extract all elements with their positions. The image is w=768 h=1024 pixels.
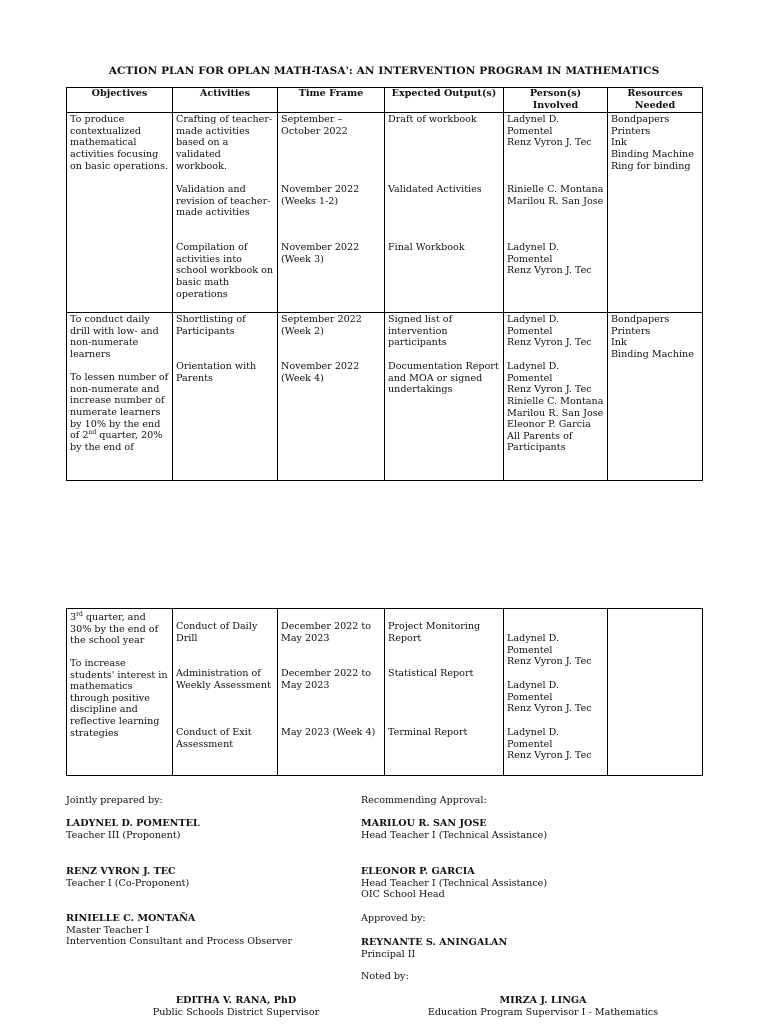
person-name: Rinielle C. Montana <box>507 184 604 196</box>
signatory-title: Education Program Supervisor I - Mathematics <box>427 1006 659 1018</box>
signatory-pomentel <box>66 818 200 841</box>
objective-text: To conduct daily drill with low- and non-numerate learners <box>70 314 159 360</box>
header-persons-involved: Person(s) Involved <box>504 88 608 113</box>
person-name: Renz Vyron J. Tec <box>507 137 592 149</box>
person-name: Eleonor P. Garcia <box>507 419 591 431</box>
person-name: Ladynel D. Pomentel <box>507 633 560 656</box>
person-name: Renz Vyron J. Tec <box>507 265 592 277</box>
header-expected-outputs: Expected Output(s) <box>385 88 504 113</box>
signatory-name: EDITHA V. RANA, PhD <box>175 995 297 1006</box>
table-header-row <box>67 88 703 113</box>
output-text: Project Monitoring Report <box>388 621 481 644</box>
activity-text: Validation and revision of teacher-made activities <box>176 184 271 219</box>
table-row <box>67 609 703 776</box>
header-time-frame: Time Frame <box>278 88 385 113</box>
header-objectives: Objectives <box>67 88 173 113</box>
resource-item: Ink <box>611 337 627 349</box>
persons-cell <box>504 609 608 776</box>
resource-item: Binding Machine <box>611 348 694 360</box>
signatory-name: MARILOU R. SAN JOSE <box>361 818 487 829</box>
time-frame-text: September 2022 (Week 2) <box>281 314 362 337</box>
signatory-name: LADYNEL D. POMENTEL <box>66 818 200 829</box>
time-frame-text: May 2023 (Week 4) <box>281 727 376 738</box>
output-text: Documentation Report and MOA or signed undertakings <box>388 361 499 396</box>
action-plan-table <box>66 87 703 481</box>
table-row <box>67 113 703 313</box>
person-name: Ladynel D. Pomentel <box>507 727 560 750</box>
signatory-garcia <box>361 866 547 901</box>
signatory-title: Head Teacher I (Technical Assistance) <box>361 877 548 889</box>
objective-text-part: quarter, 20% by the end of <box>70 430 163 453</box>
resource-item: Printers <box>611 325 651 337</box>
person-name: Renz Vyron J. Tec <box>507 337 592 349</box>
time-frame-text: November 2022 (Week 4) <box>281 361 360 384</box>
time-frame-text: November 2022 (Weeks 1-2) <box>281 184 360 207</box>
signatory-name: ELEONOR P. GARCIA <box>361 866 475 877</box>
signatory-title: Head Teacher I (Technical Assistance) <box>361 829 548 841</box>
objective-text-part: 3 <box>70 612 77 623</box>
person-name: Ladynel D. Pomentel <box>507 314 560 337</box>
activity-text: Conduct of Exit Assessment <box>176 727 252 750</box>
objective-cell <box>67 313 173 481</box>
resource-item: Bondpapers <box>611 314 670 326</box>
activity-text: Administration of Weekly Assessment <box>176 668 271 691</box>
outputs-cell <box>385 113 504 313</box>
resources-cell <box>608 609 703 776</box>
resources-cell <box>608 113 703 313</box>
time-frame-cell <box>278 113 385 313</box>
objective-text <box>70 372 169 453</box>
time-frame-text: September – October 2022 <box>281 114 348 137</box>
resource-item: Binding Machine <box>611 148 694 160</box>
person-name: Renz Vyron J. Tec <box>507 750 592 762</box>
ordinal-superscript: nd <box>88 428 97 436</box>
time-frame-text: November 2022 (Week 3) <box>281 242 360 265</box>
person-name: Marilou R. San Jose <box>507 195 604 207</box>
objective-cell <box>67 113 173 313</box>
ordinal-superscript: rd <box>76 610 83 618</box>
person-name: Renz Vyron J. Tec <box>507 656 592 668</box>
objective-text <box>70 612 169 658</box>
signatory-name: MIRZA J. LINGA <box>499 995 587 1006</box>
person-name: Ladynel D. Pomentel <box>507 361 560 384</box>
signatory-title: Intervention Consultant and Process Observer <box>66 936 293 948</box>
output-text: Terminal Report <box>388 727 468 738</box>
person-name: Ladynel D. Pomentel <box>507 114 560 137</box>
header-resources-needed: Resources Needed <box>608 88 703 113</box>
resource-item: Ink <box>611 137 627 149</box>
output-text: Signed list of intervention participants <box>388 314 453 349</box>
activity-text: Orientation with Parents <box>176 361 257 384</box>
outputs-cell <box>385 609 504 776</box>
activity-text: Compilation of activities into school workbook on basic math operations <box>176 242 274 300</box>
activity-text: Conduct of Daily Drill <box>176 621 258 644</box>
noted-by-label: Noted by: <box>361 971 409 982</box>
action-plan-table-continued <box>66 608 703 776</box>
output-text: Validated Activities <box>388 184 482 196</box>
signatory-montana <box>66 913 292 948</box>
signatory-linga <box>393 995 693 1018</box>
time-frame-cell <box>278 609 385 776</box>
resource-item: Ring for binding <box>611 160 691 172</box>
signatory-title: Teacher III (Proponent) <box>66 829 181 841</box>
person-name: Renz Vyron J. Tec <box>507 384 592 396</box>
objective-text: To increase students' interest in mathematics through positive discipline and reflective learning strategies <box>70 658 168 739</box>
person-name: Rinielle C. Montana <box>507 395 604 407</box>
objective-cell <box>67 609 173 776</box>
resource-item: Bondpapers <box>611 114 670 126</box>
activity-text: Crafting of teacher-made activities based on a validated workbook. <box>176 114 273 172</box>
objective-text-part: quarter, and 30% by the end of the school year <box>70 612 159 647</box>
output-text: Statistical Report <box>388 668 474 679</box>
resources-cell <box>608 313 703 481</box>
objective-text: To produce contextualized mathematical activities focusing on basic operations. <box>70 114 169 172</box>
time-frame-text: December 2022 to May 2023 <box>281 621 372 644</box>
document-title: ACTION PLAN FOR OPLAN MATH-TASA': AN INTERVENTION PROGRAM IN MATHEMATICS <box>108 65 660 77</box>
header-activities: Activities <box>173 88 278 113</box>
persons-cell <box>504 313 608 481</box>
signatory-title: Public Schools District Supervisor <box>152 1006 320 1018</box>
recommending-approval-label: Recommending Approval: <box>361 795 487 806</box>
person-name: Ladynel D. Pomentel <box>507 242 560 265</box>
activities-cell <box>173 113 278 313</box>
signatory-aningalan <box>361 937 507 960</box>
activities-cell <box>173 313 278 481</box>
approved-by-label: Approved by: <box>361 913 426 924</box>
person-name: Ladynel D. Pomentel <box>507 680 560 703</box>
resource-item: Printers <box>611 125 651 137</box>
objective-text-part: To lessen number of non-numerate and increase number of numerate learners by 10% by the end of 2 <box>70 372 169 442</box>
signatory-rana <box>96 995 376 1018</box>
persons-cell <box>504 113 608 313</box>
signatory-title: Principal II <box>361 948 416 960</box>
time-frame-text: December 2022 to May 2023 <box>281 668 372 691</box>
signatory-san-jose <box>361 818 547 841</box>
jointly-prepared-label: Jointly prepared by: <box>66 795 163 806</box>
output-text: Draft of workbook <box>388 114 477 126</box>
signatory-title: Teacher I (Co-Proponent) <box>66 877 190 889</box>
signatory-title: Master Teacher I <box>66 924 150 936</box>
table-row <box>67 313 703 481</box>
activities-cell <box>173 609 278 776</box>
person-name: All Parents of Participants <box>507 430 573 454</box>
signatory-name: REYNANTE S. ANINGALAN <box>361 937 508 948</box>
activity-text: Shortlisting of Participants <box>176 314 246 337</box>
signatory-name: RENZ VYRON J. TEC <box>66 866 176 877</box>
time-frame-cell <box>278 313 385 481</box>
output-text: Final Workbook <box>388 242 465 254</box>
signatory-title: OIC School Head <box>361 889 445 901</box>
outputs-cell <box>385 313 504 481</box>
signatory-name: RINIELLE C. MONTAÑA <box>66 913 196 924</box>
person-name: Marilou R. San Jose <box>507 407 604 419</box>
person-name: Renz Vyron J. Tec <box>507 703 592 715</box>
signatory-tec <box>66 866 189 889</box>
